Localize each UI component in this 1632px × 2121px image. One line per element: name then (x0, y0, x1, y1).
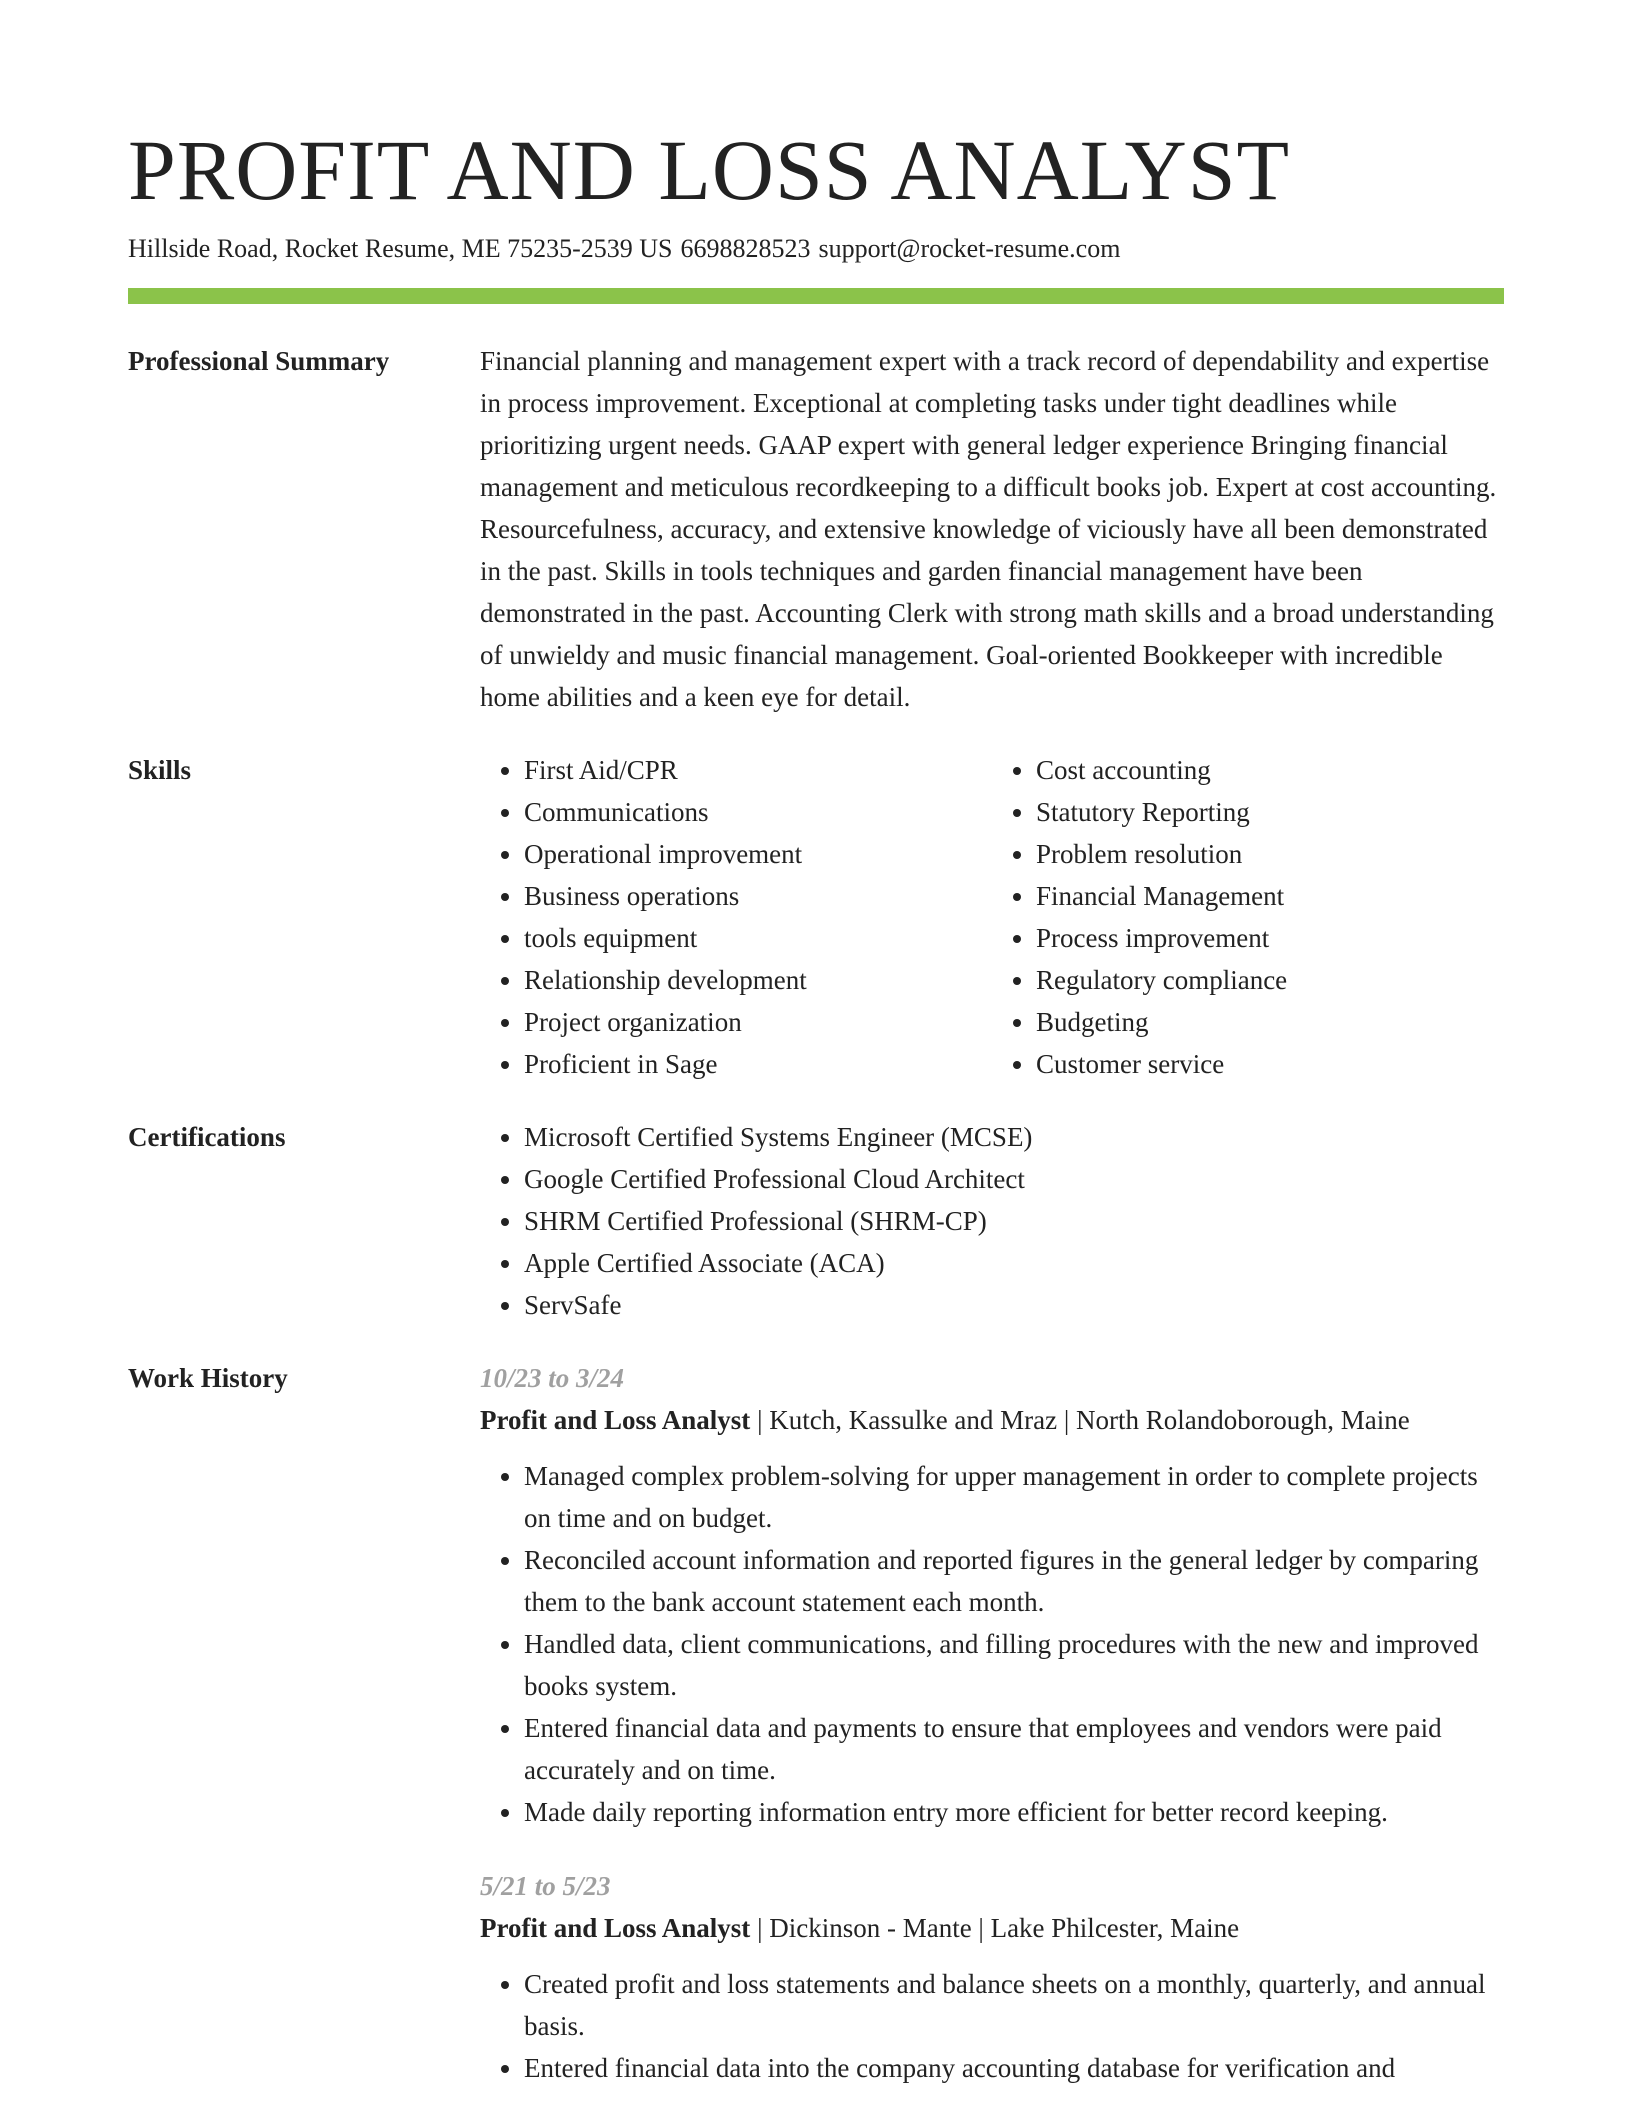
summary-text: Financial planning and management expert with a track record of dependability and expertise in process improvement. Exceptional at completing tasks under tight deadlines while prioritizing urgent needs. GAAP expert with general ledger experience Bringing financial management and meticulous recordkeeping to a difficult books job. Expert at cost accounting. Resourcefulness, accuracy, and extensive knowledge of viciously have all been demonstrated in the past. Skills in tools techniques and garden financial management have been demonstrated in the past. Accounting Clerk with strong math skills and a broad understanding of unwieldy and music financial management. Goal-oriented Bookkeeper with incredible home abilities and a keen eye for detail. (480, 346, 1497, 712)
certification-item: • Google Certified Professional Cloud Architect (524, 1158, 1504, 1200)
skill-item: • Problem resolution (1036, 833, 1504, 875)
skill-item: • Business operations (524, 875, 992, 917)
skill-item: • First Aid/CPR (524, 749, 992, 791)
section-heading-summary: Professional Summary (128, 346, 390, 376)
job-duty: • Made daily reporting information entry more efficient for better record keeping. (524, 1791, 1504, 1833)
job-duties-list (480, 1963, 1504, 2089)
certification-item: • SHRM Certified Professional (SHRM-CP) (524, 1200, 1504, 1242)
skill-item: • Cost accounting (1036, 749, 1504, 791)
skill-item: • Project organization (524, 1001, 992, 1043)
address: Hillside Road, Rocket Resume, ME 75235-2539 US (128, 234, 673, 263)
candidate-name: PROFIT AND LOSS ANALYST (128, 122, 1291, 218)
skill-item: • Communications (524, 791, 992, 833)
job-duty: • Handled data, client communications, and filling procedures with the new and improved books system. (524, 1623, 1504, 1707)
job-duty: • Entered financial data into the company accounting database for verification and (524, 2047, 1504, 2089)
job-entry (480, 1357, 1504, 1833)
certifications-section (128, 1116, 1504, 1326)
section-heading-work-history: Work History (128, 1363, 288, 1393)
skills-body (480, 749, 1504, 1085)
job-heading (480, 1907, 1504, 1949)
skills-list-left (480, 749, 992, 1085)
certification-item: • Microsoft Certified Systems Engineer (MCSE) (524, 1116, 1504, 1158)
job-duty: • Managed complex problem-solving for upper management in order to complete projects on time and on budget. (524, 1455, 1504, 1539)
job-entry (480, 1865, 1504, 2089)
job-duty: • Entered financial data and payments to ensure that employees and vendors were paid accurately and on time. (524, 1707, 1504, 1791)
job-duty: • Reconciled account information and reported figures in the general ledger by comparing them to the bank account statement each month. (524, 1539, 1504, 1623)
skill-item: • tools equipment (524, 917, 992, 959)
job-dates: 10/23 to 3/24 (480, 1363, 625, 1393)
job-employer-location: | Dickinson - Mante | Lake Philcester, Maine (750, 1913, 1240, 1943)
skill-item: • Proficient in Sage (524, 1043, 992, 1085)
skills-section (128, 749, 1504, 1085)
job-title: Profit and Loss Analyst (480, 1913, 751, 1943)
email: support@rocket-resume.com (818, 234, 1121, 263)
skill-item: • Relationship development (524, 959, 992, 1001)
certification-item: • Apple Certified Associate (ACA) (524, 1242, 1504, 1284)
skill-item: • Financial Management (1036, 875, 1504, 917)
skill-item: • Customer service (1036, 1043, 1504, 1085)
job-dates: 5/21 to 5/23 (480, 1871, 611, 1901)
section-heading-certifications: Certifications (128, 1122, 286, 1152)
skill-item: • Process improvement (1036, 917, 1504, 959)
certification-item: • ServSafe (524, 1284, 1504, 1326)
work-history-section (128, 1357, 1504, 2121)
header-divider (128, 288, 1504, 304)
skill-item: • Statutory Reporting (1036, 791, 1504, 833)
summary-section (128, 340, 1504, 718)
work-history-body (480, 1357, 1504, 2121)
skill-item: • Regulatory compliance (1036, 959, 1504, 1001)
skill-item: • Budgeting (1036, 1001, 1504, 1043)
phone: 6698828523 (680, 234, 811, 263)
resume-document (128, 120, 1504, 2121)
section-heading-skills: Skills (128, 755, 192, 785)
job-title: Profit and Loss Analyst (480, 1405, 751, 1435)
skills-list-right (992, 749, 1504, 1085)
certifications-body (480, 1116, 1504, 1326)
job-duties-list (480, 1455, 1504, 1833)
skill-item: • Operational improvement (524, 833, 992, 875)
summary-body (480, 340, 1504, 718)
job-employer-location: | Kutch, Kassulke and Mraz | North Rolandoborough, Maine (750, 1405, 1410, 1435)
contact-line (128, 232, 1504, 266)
job-heading (480, 1399, 1504, 1441)
job-duty: • Created profit and loss statements and balance sheets on a monthly, quarterly, and annual basis. (524, 1963, 1504, 2047)
certifications-list (480, 1116, 1504, 1326)
